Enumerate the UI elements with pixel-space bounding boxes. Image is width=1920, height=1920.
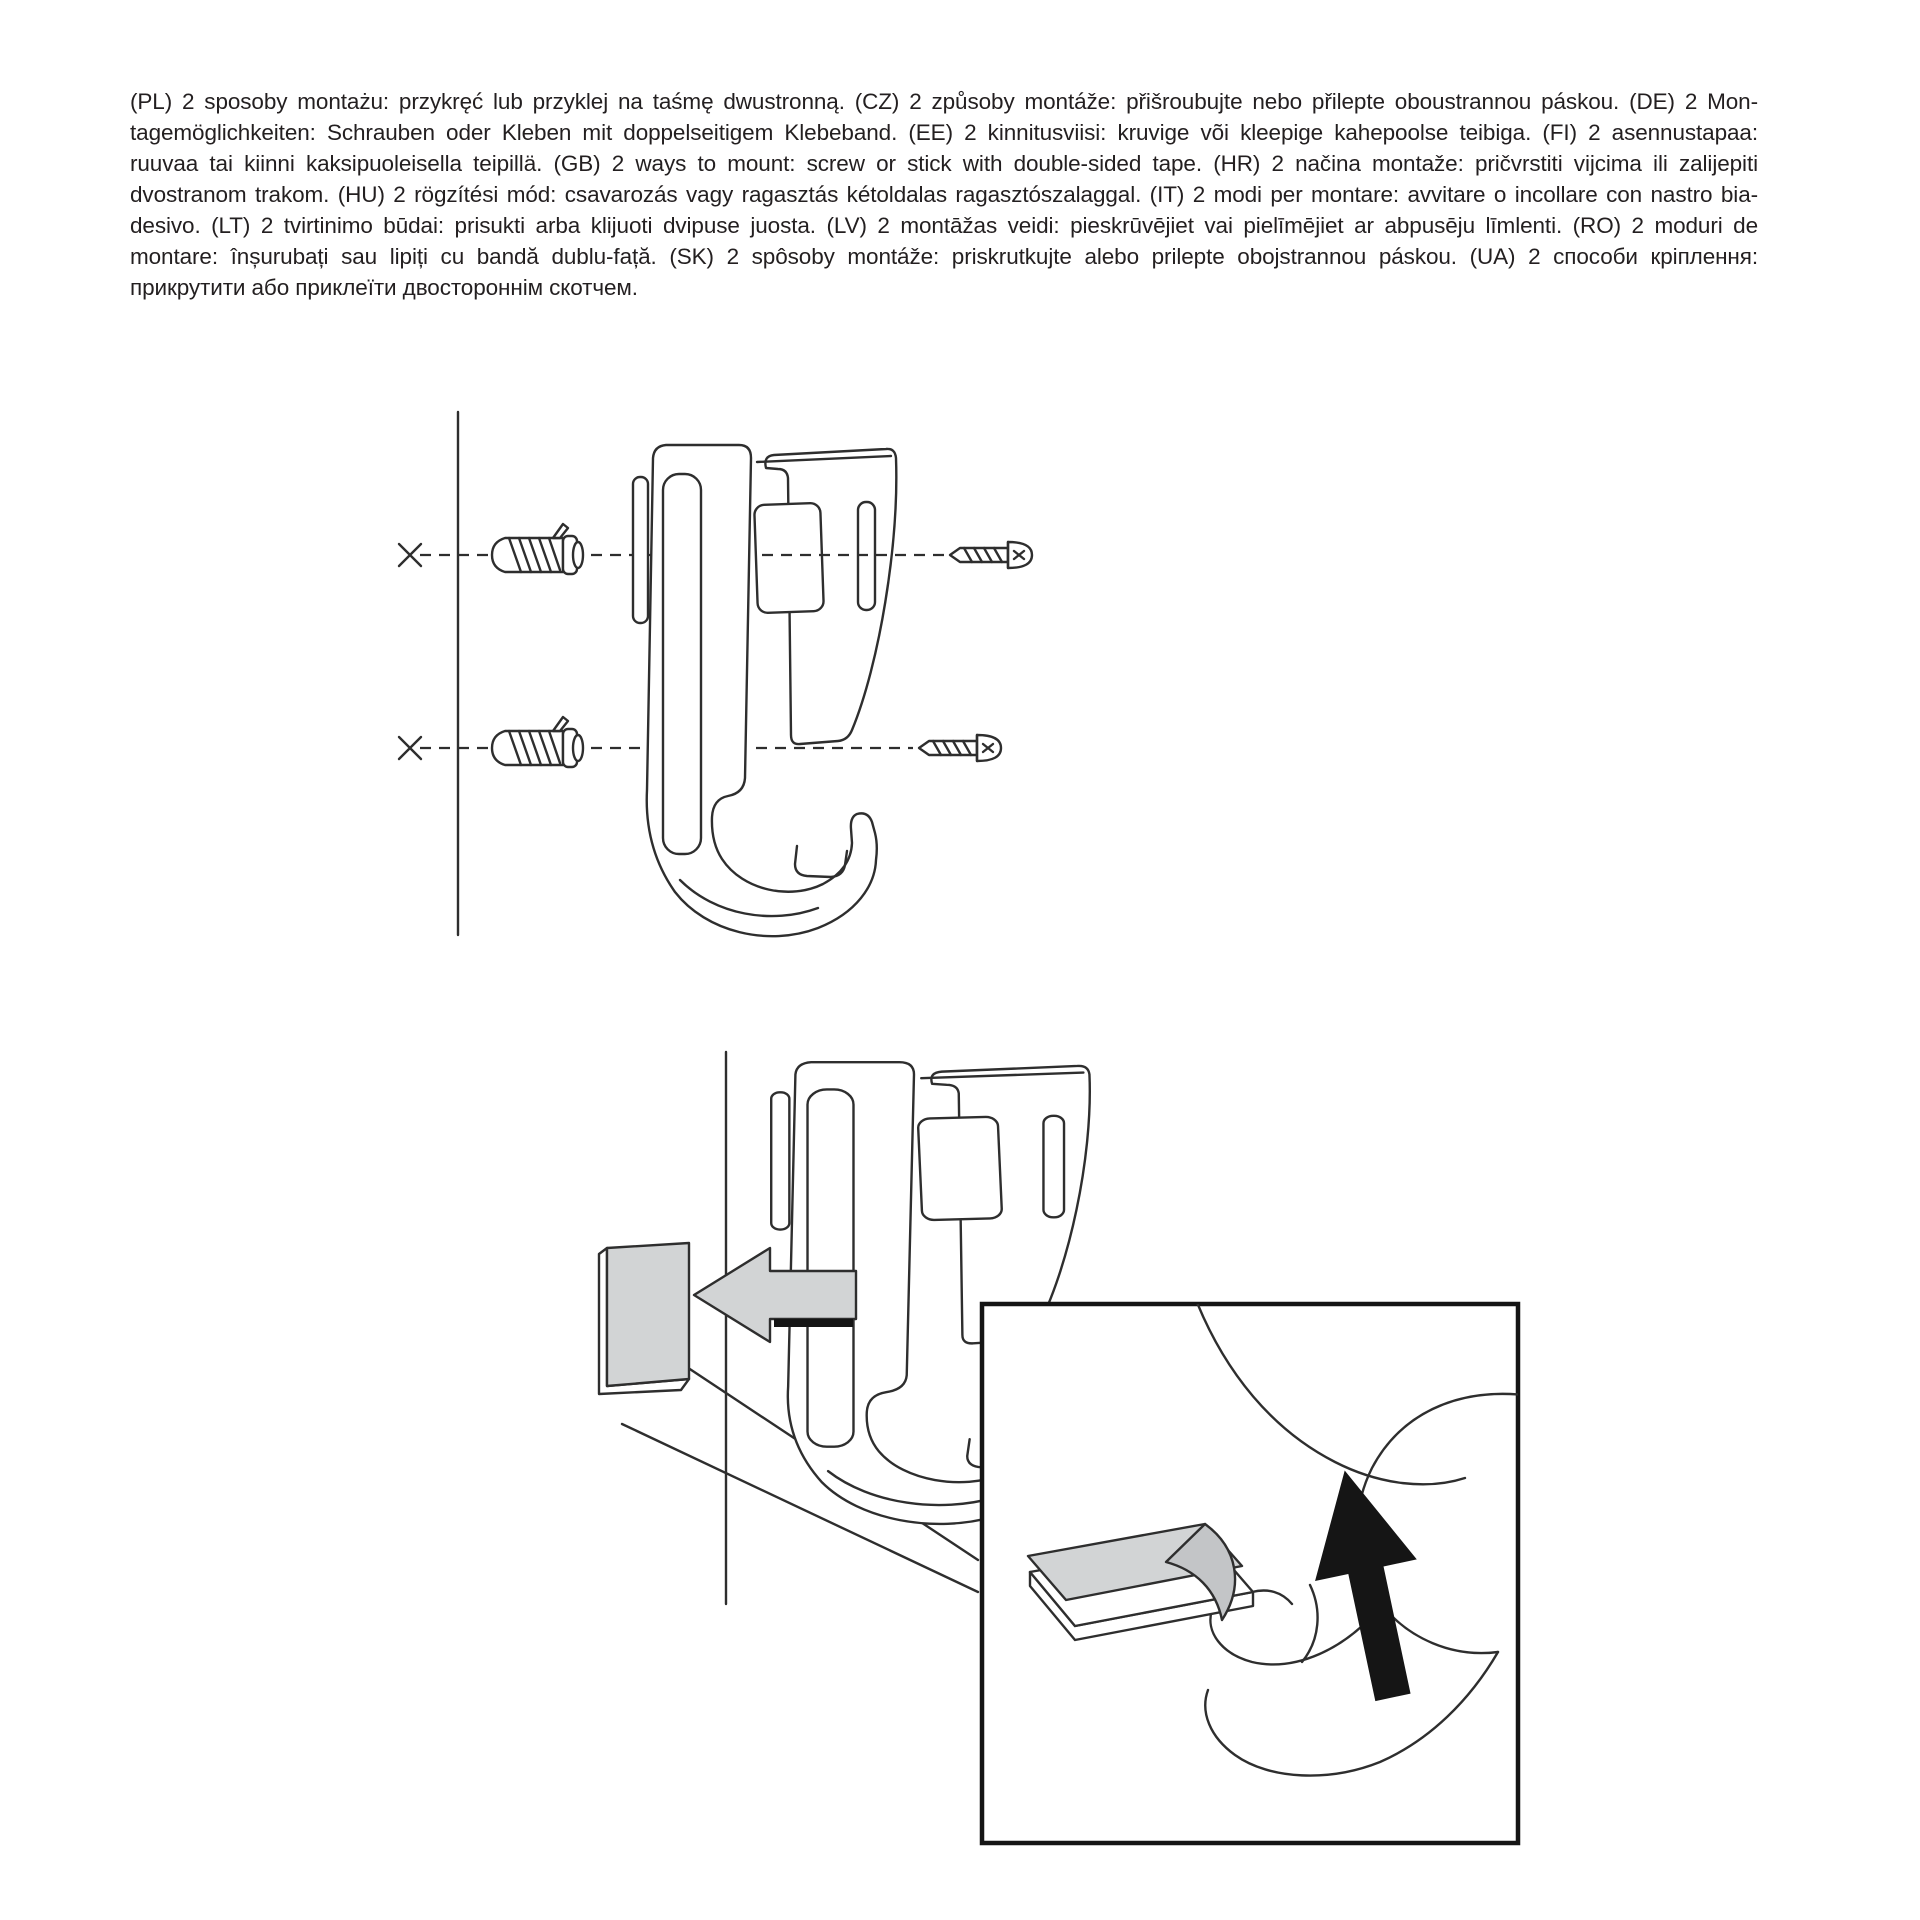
instruction-line-fi-gb-hr: ruuvaa tai kiinni kaksipuoleisella teipillä. (GB) 2 ways to mount: screw or stick with double-sided tape. (HR) 2 načina montaže: pričvrstiti vijcima ili zalijepiti: [130, 151, 1758, 176]
tape-mount-diagram: [599, 1052, 1524, 1843]
instruction-line-de-ee-fi: tagemöglichkeiten: Schrauben oder Kleben mit doppelseitigem Klebeband. (EE) 2 kinnitusviisi: kruvige või kleepige kahepoolse teibiga. (FI) 2 asennustapaa:: [130, 120, 1758, 145]
adhesive-pad: [599, 1243, 689, 1394]
wall-plug-lower: [492, 717, 583, 767]
instruction-line-ua: прикрутити або приклеїти двостороннім скотчем.: [130, 275, 638, 300]
instruction-line-pl-cz-de: (PL) 2 sposoby montażu: przykręć lub przyklej na taśmę dwustronną. (CZ) 2 způsoby montáže: přišroubujte nebo přilepte oboustrannou páskou. (DE) 2 Mon-: [130, 89, 1758, 114]
wall-plug-upper: [492, 524, 583, 574]
holder-screw-view: [633, 445, 896, 936]
instruction-line-ro-sk-ua: montare: înșurubați sau lipiți cu bandă dublu-față. (SK) 2 spôsoby montáže: priskrutkujte alebo prilepte obojstrannou páskou. (UA) 2 способи кріплення:: [130, 244, 1758, 269]
drill-mark-upper: [399, 544, 421, 566]
instruction-line-it-lt-lv-ro: desivo. (LT) 2 tvirtinimo būdai: prisukti arba klijuoti dvipuse juosta. (LV) 2 montāžas veidi: pieskrūvējiet vai pielīmējiet ar abpusēju līmlenti. (RO) 2 moduri de: [130, 213, 1758, 238]
screw-lower: [919, 735, 1001, 761]
screw-mount-diagram: [399, 412, 1032, 936]
peel-tape-inset: [982, 1300, 1524, 1843]
screw-upper: [950, 542, 1032, 568]
instruction-line-hr-hu-it: dvostranom trakom. (HU) 2 rögzítési mód: csavarozás vagy ragasztás kétoldalas ragasztószalaggal. (IT) 2 modi per montare: avvitare o incollare con nastro bia-: [130, 182, 1758, 207]
drill-mark-lower: [399, 737, 421, 759]
